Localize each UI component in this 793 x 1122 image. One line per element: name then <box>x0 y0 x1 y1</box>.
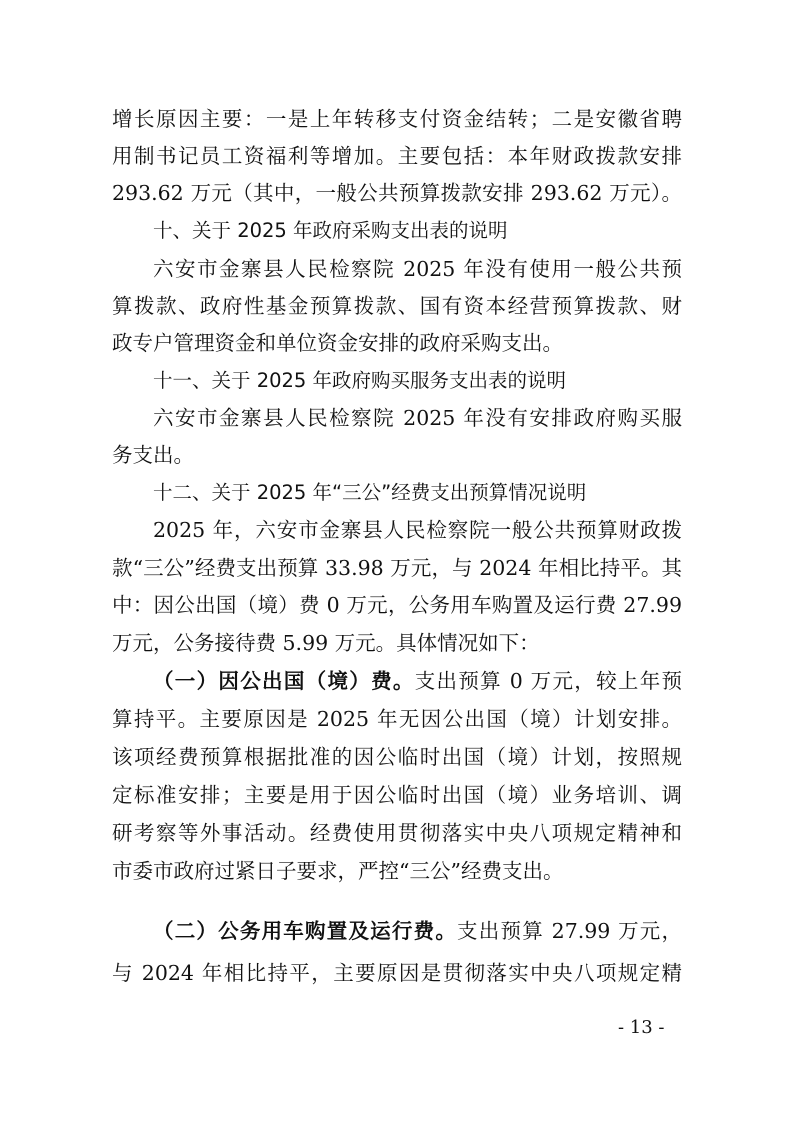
paragraph-line <box>153 920 682 944</box>
paragraph-text: 支出预算 27.99 万元， <box>457 919 682 943</box>
paragraph-line: 定标准安排；主要是用于因公临时出国（境）业务培训、调 <box>112 783 682 807</box>
paragraph-line: 算拨款、政府性基金预算拨款、国有资本经营预算拨款、财 <box>112 294 682 318</box>
paragraph-line: 中：因公出国（境）费 0 万元，公务用车购置及运行费 27.99 <box>112 593 682 617</box>
paragraph-line: 市委市政府过紧日子要求，严控“三公”经费支出。 <box>112 859 564 883</box>
paragraph-line: 该项经费预算根据批准的因公临时出国（境）计划，按照规 <box>112 745 682 769</box>
paragraph-line: 政专户管理资金和单位资金安排的政府采购支出。 <box>112 331 563 355</box>
subheading-vehicles: （二）公务用车购置及运行费。 <box>153 919 458 943</box>
paragraph-text: 支出预算 0 万元，较上年预 <box>414 669 683 693</box>
paragraph-line <box>153 670 682 694</box>
paragraph-line: 2025 年，六安市金寨县人民检察院一般公共预算财政拨 <box>153 518 682 542</box>
paragraph-line: 用制书记员工资福利等增加。主要包括：本年财政拨款安排 <box>112 144 682 168</box>
paragraph-line: 与 2024 年相比持平，主要原因是贯彻落实中央八项规定精 <box>112 961 682 985</box>
paragraph-line: 293.62 万元（其中，一般公共预算拨款安排 293.62 万元）。 <box>112 181 682 205</box>
section-heading-10: 十、关于 2025 年政府采购支出表的说明 <box>153 219 508 242</box>
paragraph-line: 算持平。主要原因是 2025 年无因公出国（境）计划安排。 <box>112 707 682 731</box>
paragraph-line: 六安市金寨县人民检察院 2025 年没有安排政府购买服 <box>153 406 682 430</box>
paragraph-line: 研考察等外事活动。经费使用贯彻落实中央八项规定精神和 <box>112 821 682 845</box>
section-heading-11: 十一、关于 2025 年政府购买服务支出表的说明 <box>153 369 567 392</box>
section-heading-12: 十二、关于 2025 年“三公”经费支出预算情况说明 <box>153 481 587 504</box>
paragraph-line: 六安市金寨县人民检察院 2025 年没有使用一般公共预 <box>153 257 682 281</box>
page-number: - 13 - <box>618 1017 665 1038</box>
paragraph-line: 款“三公”经费支出预算 33.98 万元，与 2024 年相比持平。其 <box>112 556 682 580</box>
paragraph-line: 增长原因主要：一是上年转移支付资金结转；二是安徽省聘 <box>112 107 682 131</box>
subheading-overseas: （一）因公出国（境）费。 <box>153 669 415 693</box>
paragraph-line: 万元，公务接待费 5.99 万元。具体情况如下： <box>112 631 540 655</box>
paragraph-line: 务支出。 <box>112 443 194 467</box>
